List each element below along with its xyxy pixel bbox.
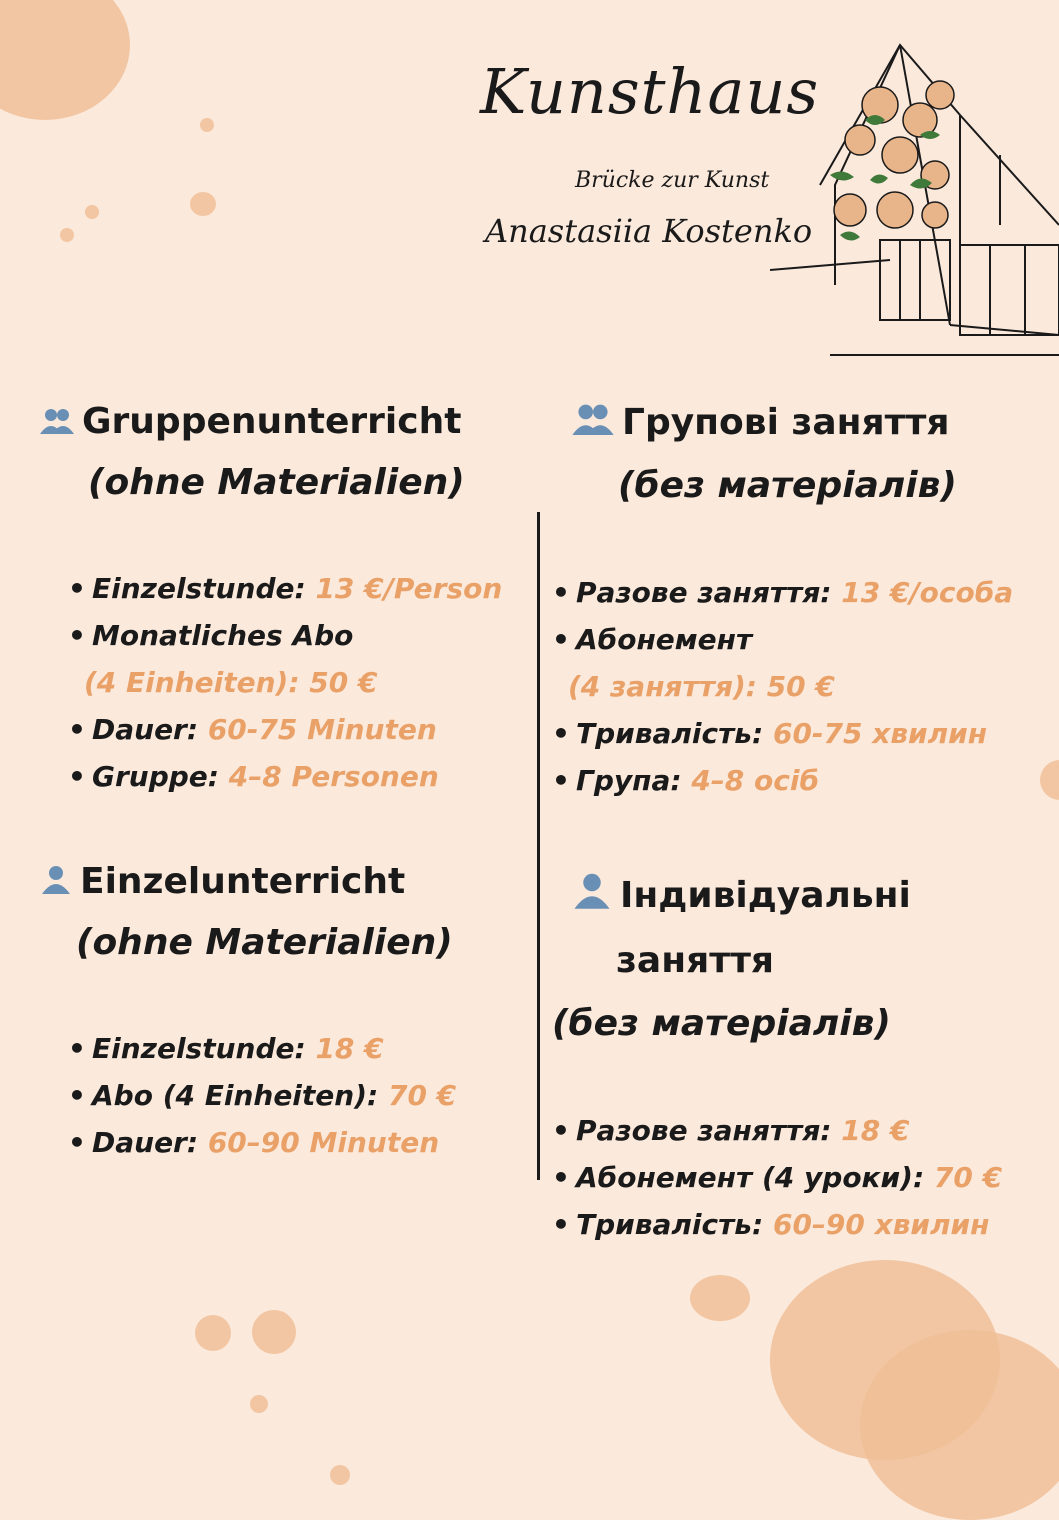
list-item: • Einzelstunde: 18 € bbox=[68, 1032, 384, 1065]
paint-splash bbox=[690, 1275, 750, 1321]
group-title-de: Gruppenunterricht bbox=[82, 401, 462, 442]
group-title-uk: Групові заняття bbox=[622, 402, 950, 443]
german-column bbox=[40, 392, 530, 1166]
paint-splash bbox=[0, 0, 130, 120]
paint-splash bbox=[190, 192, 216, 216]
list-item: • Абонемент bbox=[552, 623, 753, 656]
single-subtitle-de: (ohne Materialien) bbox=[76, 922, 453, 963]
single-title-de: Einzelunterricht bbox=[80, 861, 406, 902]
single-person-icon bbox=[40, 853, 72, 913]
paint-splash bbox=[60, 228, 74, 242]
list-item: • Разове заняття: 13 €/особа bbox=[552, 576, 1014, 609]
paint-splash bbox=[252, 1310, 296, 1354]
list-item: • Dauer: 60–90 Minuten bbox=[68, 1126, 440, 1159]
single-price-list-de bbox=[40, 1025, 530, 1166]
single-title-uk: Індивідуальні bbox=[620, 875, 911, 916]
single-title-uk-line2: заняття bbox=[616, 939, 775, 981]
paint-splash bbox=[85, 205, 99, 219]
list-item: • Абонемент (4 уроки): 70 € bbox=[552, 1160, 1003, 1194]
group-subtitle-uk: (без матеріалів) bbox=[618, 465, 957, 506]
single-subtitle-uk: (без матеріалів) bbox=[552, 1002, 891, 1044]
single-price-list-uk bbox=[552, 1107, 1057, 1248]
single-heading-de bbox=[40, 852, 530, 973]
list-item: • Тривалість: 60-75 хвилин bbox=[552, 717, 988, 750]
list-item: • Gruppe: 4–8 Personen bbox=[68, 760, 439, 793]
group-people-icon bbox=[572, 393, 614, 455]
single-heading-uk bbox=[552, 864, 1057, 1055]
brand-tagline: Brücke zur Kunst bbox=[575, 168, 770, 193]
paint-splash bbox=[195, 1315, 231, 1351]
list-item: • Група: 4–8 осіб bbox=[552, 764, 820, 797]
single-person-icon bbox=[572, 866, 612, 929]
list-item: • Dauer: 60-75 Minuten bbox=[68, 713, 437, 746]
house-illustration bbox=[770, 25, 1059, 365]
paint-splash bbox=[250, 1395, 268, 1413]
group-price-list-de bbox=[40, 565, 530, 800]
list-item: • Einzelstunde: 13 €/Person bbox=[68, 572, 503, 605]
group-subtitle-de: (ohne Materialien) bbox=[88, 462, 465, 503]
list-item: • Abo (4 Einheiten): 70 € bbox=[68, 1079, 457, 1112]
group-price-list-uk bbox=[552, 569, 1057, 804]
list-item: (4 заняття): 50 € bbox=[568, 670, 835, 703]
brand-name: Kunsthaus bbox=[480, 55, 820, 128]
group-heading-uk bbox=[552, 392, 1057, 517]
rose-cluster bbox=[830, 81, 954, 241]
group-people-icon bbox=[40, 393, 74, 453]
list-item: • Тривалість: 60–90 хвилин bbox=[552, 1207, 990, 1241]
group-heading-de bbox=[40, 392, 530, 513]
paint-splash bbox=[860, 1330, 1059, 1520]
brand-owner: Anastasiia Kostenko bbox=[485, 212, 813, 250]
list-item: • Разове заняття: 18 € bbox=[552, 1113, 910, 1147]
list-item: • Monatliches Abo bbox=[68, 619, 354, 652]
list-item: (4 Einheiten): 50 € bbox=[84, 666, 378, 699]
column-divider bbox=[537, 512, 540, 1180]
ukrainian-column bbox=[552, 392, 1057, 1248]
paint-splash bbox=[200, 118, 214, 132]
paint-splash bbox=[330, 1465, 350, 1485]
